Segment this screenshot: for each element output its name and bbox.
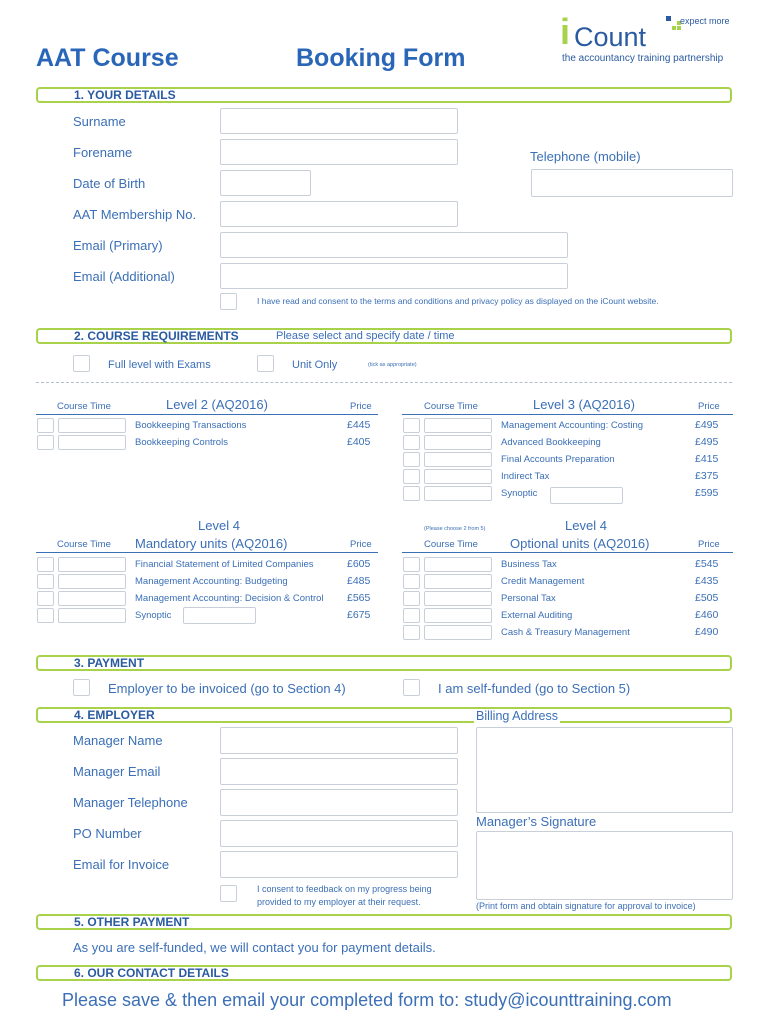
optional-title: Optional units (AQ2016): [510, 536, 650, 551]
po-number-label: PO Number: [73, 826, 142, 841]
section-heading: 2. COURSE REQUIREMENTS: [74, 329, 239, 343]
level4-label: Level 4: [565, 518, 607, 533]
contact-instruction: Please save & then email your completed form to: study@icounttraining.com: [62, 990, 672, 1010]
course-time-header: Course Time: [424, 539, 478, 550]
tick-note: (tick as appropriate): [368, 362, 417, 368]
price-header: Price: [350, 539, 372, 550]
section-heading: 4. EMPLOYER: [74, 708, 155, 722]
mandatory-title: Mandatory units (AQ2016): [135, 536, 288, 551]
forename-input[interactable]: [220, 139, 458, 165]
email-additional-input[interactable]: [220, 263, 568, 289]
course-name: Personal Tax: [501, 593, 556, 604]
print-note: (Print form and obtain signature for approval to invoice): [476, 901, 696, 911]
course-price: £485: [347, 575, 371, 587]
course-time-header: Course Time: [57, 539, 111, 550]
manager-telephone-label: Manager Telephone: [73, 795, 188, 810]
course-name: Indirect Tax: [501, 471, 550, 482]
course-price: £375: [695, 470, 719, 482]
terms-consent-text: I have read and consent to the terms and conditions and privacy policy as displayed on the iCount website.: [257, 296, 659, 306]
feedback-consent-line2: provided to my employer at their request.: [257, 897, 421, 907]
section-employer: [36, 707, 732, 723]
logo-tagline-top: expect more: [680, 16, 730, 26]
email-invoice-input[interactable]: [220, 851, 458, 878]
course-name: Management Accounting: Budgeting: [135, 576, 288, 587]
course-checkbox[interactable]: [37, 591, 54, 606]
email-primary-input[interactable]: [220, 232, 568, 258]
course-price: £495: [695, 419, 719, 431]
course-price: £505: [695, 592, 719, 604]
course-price: £405: [347, 436, 371, 448]
full-level-checkbox[interactable]: [73, 355, 90, 372]
course-checkbox[interactable]: [403, 486, 420, 501]
course-price: £445: [347, 419, 371, 431]
course-checkbox[interactable]: [403, 452, 420, 467]
email-additional-label: Email (Additional): [73, 269, 175, 284]
logo-i: i: [560, 11, 571, 52]
terms-consent-checkbox[interactable]: [220, 293, 237, 310]
course-time-input[interactable]: [424, 557, 492, 572]
level3-title: Level 3 (AQ2016): [533, 397, 635, 412]
course-checkbox[interactable]: [37, 435, 54, 450]
course-checkbox[interactable]: [403, 625, 420, 640]
email-primary-label: Email (Primary): [73, 238, 163, 253]
course-price: £460: [695, 609, 719, 621]
course-name: Business Tax: [501, 559, 557, 570]
course-name: Credit Management: [501, 576, 585, 587]
manager-email-input[interactable]: [220, 758, 458, 785]
employer-invoiced-checkbox[interactable]: [73, 679, 90, 696]
course-time-input[interactable]: [58, 557, 126, 572]
course-time-input[interactable]: [58, 608, 126, 623]
section-your-details: [36, 87, 732, 103]
course-checkbox[interactable]: [403, 418, 420, 433]
section-heading: 6. OUR CONTACT DETAILS: [74, 966, 229, 980]
course-checkbox[interactable]: [403, 557, 420, 572]
telephone-label: Telephone (mobile): [530, 149, 641, 164]
course-name: Advanced Bookkeeping: [501, 437, 601, 448]
self-funded-label: I am self-funded (go to Section 5): [438, 681, 631, 696]
logo-tagline: the accountancy training partnership: [562, 53, 724, 64]
course-time-input[interactable]: [424, 608, 492, 623]
course-price: £415: [695, 453, 719, 465]
other-payment-text: As you are self-funded, we will contact you for payment details.: [73, 940, 436, 955]
course-time-input[interactable]: [424, 486, 492, 501]
course-time-input[interactable]: [58, 418, 126, 433]
section-heading: 5. OTHER PAYMENT: [74, 915, 190, 929]
course-time-input[interactable]: [424, 574, 492, 589]
course-checkbox[interactable]: [37, 418, 54, 433]
course-time-input[interactable]: [424, 469, 492, 484]
course-time-input[interactable]: [424, 418, 492, 433]
unit-only-label: Unit Only: [292, 359, 338, 371]
course-instruction: Please select and specify date / time: [276, 330, 455, 342]
logo-count: Count: [574, 22, 647, 52]
page-title-left: AAT Course: [36, 44, 179, 72]
course-time-input[interactable]: [424, 591, 492, 606]
forename-label: Forename: [73, 145, 133, 160]
level2-title: Level 2 (AQ2016): [166, 397, 268, 412]
table-rule: [36, 414, 378, 415]
self-funded-checkbox[interactable]: [403, 679, 420, 696]
course-price: £605: [347, 558, 371, 570]
course-checkbox[interactable]: [37, 557, 54, 572]
employer-invoiced-label: Employer to be invoiced (go to Section 4): [108, 681, 346, 696]
course-name: Synoptic: [501, 488, 538, 499]
course-time-input[interactable]: [58, 591, 126, 606]
logo: [560, 12, 735, 72]
course-name: External Auditing: [501, 610, 573, 621]
course-name: Final Accounts Preparation: [501, 454, 615, 465]
course-price: £545: [695, 558, 719, 570]
course-price: £675: [347, 609, 371, 621]
price-header: Price: [698, 539, 720, 550]
course-name: Management Accounting: Decision & Control: [135, 593, 324, 604]
page-title-right: Booking Form: [296, 44, 466, 72]
course-name: Management Accounting: Costing: [501, 420, 644, 431]
course-name: Synoptic: [135, 610, 172, 621]
unit-only-checkbox[interactable]: [257, 355, 274, 372]
dob-label: Date of Birth: [73, 176, 146, 191]
course-price: £495: [695, 436, 719, 448]
course-checkbox[interactable]: [403, 435, 420, 450]
section-other-payment: [36, 914, 732, 930]
po-number-input[interactable]: [220, 820, 458, 847]
course-price: £490: [695, 626, 719, 638]
price-header: Price: [350, 401, 372, 412]
section-payment: [36, 655, 732, 671]
course-checkbox[interactable]: [403, 469, 420, 484]
divider: [36, 382, 732, 383]
course-price: £565: [347, 592, 371, 604]
manager-name-input[interactable]: [220, 727, 458, 754]
feedback-consent-line1: I consent to feedback on my progress being: [257, 884, 432, 894]
dob-input[interactable]: [220, 170, 311, 196]
course-price: £435: [695, 575, 719, 587]
membership-label: AAT Membership No.: [73, 207, 197, 222]
billing-address-label: Billing Address: [476, 709, 558, 723]
email-invoice-label: Email for Invoice: [73, 857, 170, 872]
telephone-input[interactable]: [531, 169, 733, 197]
course-time-input[interactable]: [58, 574, 126, 589]
signature-label: Manager’s Signature: [476, 814, 597, 829]
course-time-input[interactable]: [58, 435, 126, 450]
mandatory-synoptic-extra-input[interactable]: [183, 607, 256, 624]
course-name: Cash & Treasury Management: [501, 627, 630, 638]
course-time-header: Course Time: [57, 401, 111, 412]
course-time-input[interactable]: [424, 625, 492, 640]
course-checkbox[interactable]: [403, 608, 420, 623]
signature-box[interactable]: [476, 831, 733, 900]
section-contact-details: [36, 965, 732, 981]
full-level-label: Full level with Exams: [108, 359, 211, 371]
surname-input[interactable]: [220, 108, 458, 134]
course-price: £595: [695, 487, 719, 499]
table-rule: [402, 414, 733, 415]
manager-telephone-input[interactable]: [220, 789, 458, 816]
manager-email-label: Manager Email: [73, 764, 161, 779]
course-checkbox[interactable]: [403, 574, 420, 589]
membership-input[interactable]: [220, 201, 458, 227]
optional-note: (Please choose 2 from 5): [424, 526, 486, 532]
table-rule: [402, 552, 733, 553]
billing-address-input[interactable]: [476, 727, 733, 813]
table-rule: [36, 552, 378, 553]
price-header: Price: [698, 401, 720, 412]
course-time-input[interactable]: [424, 452, 492, 467]
section-heading: 1. YOUR DETAILS: [74, 88, 176, 102]
course-checkbox[interactable]: [37, 574, 54, 589]
feedback-consent-checkbox[interactable]: [220, 885, 237, 902]
course-time-input[interactable]: [424, 435, 492, 450]
course-checkbox[interactable]: [403, 591, 420, 606]
level4-label: Level 4: [198, 518, 240, 533]
level3-synoptic-extra-input[interactable]: [550, 487, 623, 504]
surname-label: Surname: [73, 114, 126, 129]
course-checkbox[interactable]: [37, 608, 54, 623]
course-time-header: Course Time: [424, 401, 478, 412]
manager-name-label: Manager Name: [73, 733, 163, 748]
course-name: Bookkeeping Transactions: [135, 420, 247, 431]
section-heading: 3. PAYMENT: [74, 656, 145, 670]
course-name: Bookkeeping Controls: [135, 437, 228, 448]
course-name: Financial Statement of Limited Companies: [135, 559, 314, 570]
